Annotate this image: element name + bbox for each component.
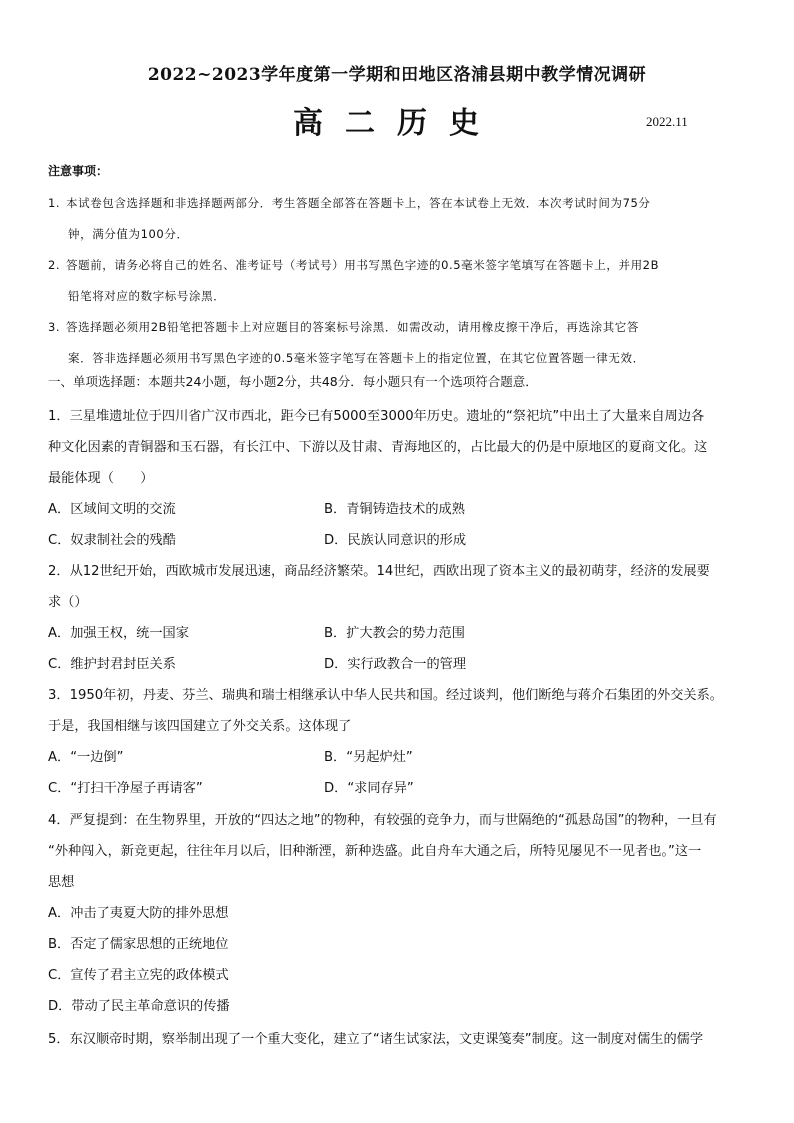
notice-item-text: 答选择题必须用2B铅笔把答题卡上对应题目的答案标号涂黑．如需改动，请用橡皮擦干净后，再选涂其它答 bbox=[66, 320, 639, 334]
question-stem-line: 求（） bbox=[48, 595, 88, 610]
question-1-options bbox=[48, 494, 750, 556]
exam-date: 2022.11 bbox=[646, 114, 688, 129]
question-4-options bbox=[48, 898, 750, 1022]
question-3-options bbox=[48, 742, 750, 804]
option-d[interactable]: D．民族认同意识的形成 bbox=[324, 533, 467, 548]
option-a[interactable]: A．冲击了夷夏大防的排外思想 bbox=[48, 906, 229, 921]
question-stem-line: 1．三星堆遗址位于四川省广汉市西北，距今已有5000至3000年历史。遗址的“祭祀坑”中出土了大量来自周边各 bbox=[48, 409, 705, 424]
option-a[interactable]: A．区域间文明的交流 bbox=[48, 502, 176, 517]
option-c[interactable]: C．“打扫干净屋子再请客” bbox=[48, 781, 203, 796]
notice-item-text-cont: 案．答非选择题必须用书写黑色字迹的0.5毫米签字笔写在答题卡上的指定位置，在其它位置答题一律无效． bbox=[68, 351, 645, 365]
notice-heading: 注意事项： bbox=[48, 164, 109, 178]
option-d[interactable]: D．“求同存异” bbox=[324, 781, 414, 796]
notice-item-number: 2. bbox=[48, 258, 61, 272]
option-b[interactable]: B．否定了儒家思想的正统地位 bbox=[48, 937, 229, 952]
notice-item-number: 3. bbox=[48, 320, 61, 334]
question-5 bbox=[48, 1024, 750, 1055]
option-b[interactable]: B．扩大教会的势力范围 bbox=[324, 626, 465, 641]
question-stem-line: 5．东汉顺帝时期，察举制出现了一个重大变化，建立了“诸生试家法，文吏课笺奏”制度。这一制度对儒生的儒学 bbox=[48, 1032, 704, 1047]
question-2-options bbox=[48, 618, 750, 680]
subject-title: 高二历史 bbox=[293, 106, 501, 141]
notice-item-2 bbox=[48, 250, 758, 312]
question-2 bbox=[48, 556, 750, 618]
option-c[interactable]: C．奴隶制社会的残酷 bbox=[48, 533, 176, 548]
notice-item-text: 本试卷包含选择题和非选择题两部分．考生答题全部答在答题卡上，答在本试卷上无效．本次考试时间为75分 bbox=[66, 196, 651, 210]
notice-item-3 bbox=[48, 312, 758, 374]
notice-item-text: 答题前，请务必将自己的姓名、准考证号（考试号）用书写黑色字迹的0.5毫米签字笔填写在答题卡上，并用2B bbox=[66, 258, 660, 272]
option-a[interactable]: A．“一边倒” bbox=[48, 750, 124, 765]
question-4 bbox=[48, 805, 750, 898]
question-stem-line: 4．严复提到：在生物界里，开放的“四达之地”的物种，有较强的竞争力，而与世隔绝的“孤悬岛国”的物种，一旦有 bbox=[48, 813, 717, 828]
option-d[interactable]: D．实行政教合一的管理 bbox=[324, 657, 467, 672]
option-b[interactable]: B．青铜铸造技术的成熟 bbox=[324, 502, 465, 517]
question-stem-line: 思想 bbox=[48, 875, 75, 890]
section-heading: 一、单项选择题：本题共24小题，每小题2分，共48分．每小题只有一个选项符合题意． bbox=[48, 374, 538, 389]
option-b[interactable]: B．“另起炉灶” bbox=[324, 750, 413, 765]
notice-item-text-cont: 钟，满分值为100分． bbox=[68, 227, 189, 241]
question-stem-line: 2．从12世纪开始，西欧城市发展迅速，商品经济繁荣。14世纪，西欧出现了资本主义的最初萌芽，经济的发展要 bbox=[48, 564, 710, 579]
question-stem-line: 最能体现（ ） bbox=[48, 471, 154, 486]
notice-item-number: 1. bbox=[48, 196, 61, 210]
option-c[interactable]: C．宣传了君主立宪的政体模式 bbox=[48, 968, 229, 983]
option-a[interactable]: A．加强王权，统一国家 bbox=[48, 626, 189, 641]
option-d[interactable]: D．带动了民主革命意识的传播 bbox=[48, 999, 230, 1014]
question-stem-line: 3．1950年初，丹麦、芬兰、瑞典和瑞士相继承认中华人民共和国。经过谈判，他们断绝与蒋介石集团的外交关系。 bbox=[48, 688, 723, 703]
exam-title: 2022~2023学年度第一学期和田地区洛浦县期中教学情况调研 bbox=[147, 65, 647, 85]
question-stem-line: 种文化因素的青铜器和玉石器，有长江中、下游以及甘肃、青海地区的，占比最大的仍是中原地区的夏商文化。这 bbox=[48, 440, 708, 455]
question-3 bbox=[48, 680, 750, 742]
option-c[interactable]: C．维护封君封臣关系 bbox=[48, 657, 176, 672]
question-1 bbox=[48, 401, 750, 494]
notice-item-text-cont: 铅笔将对应的数字标号涂黑． bbox=[68, 289, 226, 303]
notice-item-1 bbox=[48, 188, 758, 250]
question-stem-line: “外种闯入，新竞更起，往往年月以后，旧种渐湮，新种迭盛。此自舟车大通之后，所特见屡见不一见者也。”这一 bbox=[48, 844, 702, 859]
question-stem-line: 于是，我国相继与该四国建立了外交关系。这体现了 bbox=[48, 719, 352, 734]
